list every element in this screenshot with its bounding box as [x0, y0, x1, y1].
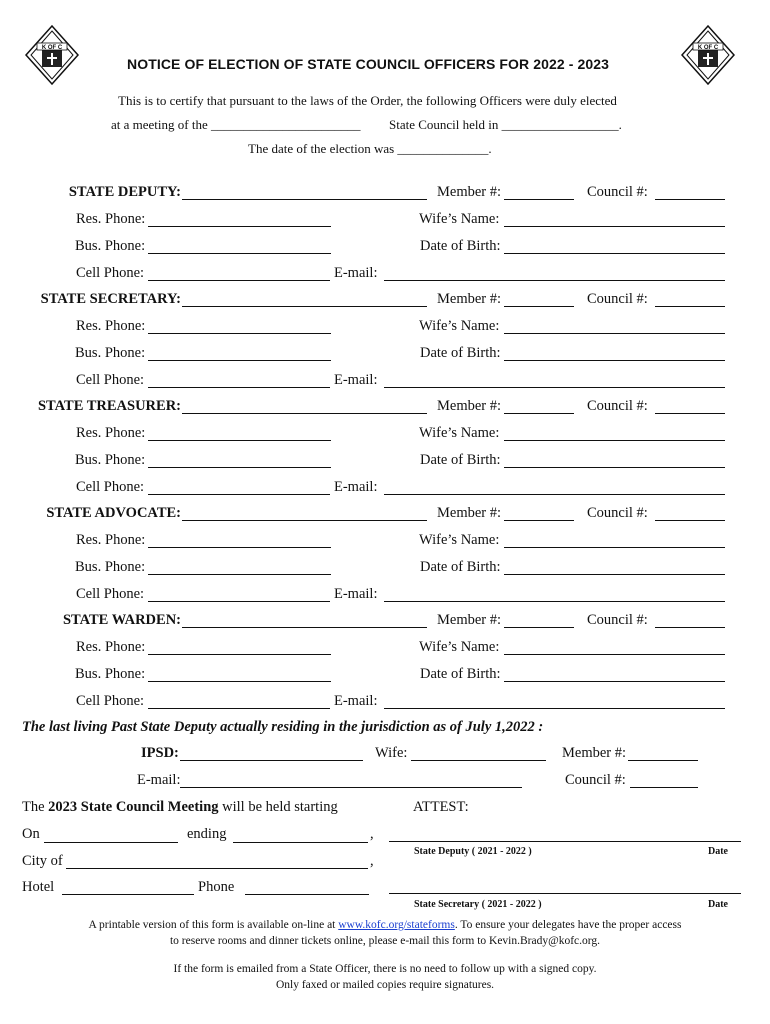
cell-phone-label: Cell Phone: [76, 586, 145, 602]
start-date-field[interactable] [44, 842, 178, 843]
ending-label: ending [187, 826, 227, 842]
date-of-birth-field[interactable] [504, 253, 725, 254]
date-of-birth-label: Date of Birth: [420, 666, 501, 682]
ipsd-field[interactable] [180, 760, 363, 761]
ipsd-label: IPSD: [141, 745, 179, 761]
cell-phone-field[interactable] [148, 494, 330, 495]
wife-name-field[interactable] [504, 440, 725, 441]
wife-name-field[interactable] [504, 333, 725, 334]
footer-line-1: A printable version of this form is available on-line at www.kofc.org/stateforms. To ensure your delegates have the proper access [88, 919, 682, 931]
cell-phone-field[interactable] [148, 387, 330, 388]
city-label: City of [22, 853, 63, 869]
cell-phone-label: Cell Phone: [76, 479, 145, 495]
bus-phone-label: Bus. Phone: [75, 666, 146, 682]
ipsd-council-label: Council #: [565, 772, 626, 788]
council-field[interactable] [655, 199, 725, 200]
member-field[interactable] [504, 627, 574, 628]
council-field[interactable] [655, 413, 725, 414]
council-field[interactable] [655, 627, 725, 628]
council-field[interactable] [655, 306, 725, 307]
date-of-birth-field[interactable] [504, 467, 725, 468]
email-label: E-mail: [334, 693, 378, 709]
hotel-phone-field[interactable] [245, 894, 369, 895]
date-of-birth-label: Date of Birth: [420, 559, 501, 575]
wife-name-label: Wife’s Name: [419, 532, 500, 548]
cell-phone-field[interactable] [148, 280, 330, 281]
bus-phone-label: Bus. Phone: [75, 559, 146, 575]
cell-phone-label: Cell Phone: [76, 372, 145, 388]
member-field[interactable] [504, 306, 574, 307]
date-of-birth-field[interactable] [504, 360, 725, 361]
res-phone-label: Res. Phone: [76, 532, 146, 548]
member-label: Member #: [437, 184, 502, 200]
bus-phone-field[interactable] [148, 253, 331, 254]
ipsd-council-field[interactable] [630, 787, 698, 788]
wife-name-field[interactable] [504, 547, 725, 548]
ipsd-email-field[interactable] [180, 787, 522, 788]
res-phone-label: Res. Phone: [76, 639, 146, 655]
email-field[interactable] [384, 280, 725, 281]
date-of-birth-label: Date of Birth: [420, 345, 501, 361]
member-label: Member #: [437, 291, 502, 307]
wife-name-label: Wife’s Name: [419, 425, 500, 441]
intro-line-2b: State Council held in __________________. [389, 117, 622, 132]
footer-line-3: If the form is emailed from a State Officer, there is no need to follow up with a signed copy. [173, 963, 597, 975]
email-field[interactable] [384, 601, 725, 602]
comma-2: , [370, 853, 374, 869]
hotel-label: Hotel [22, 879, 55, 895]
member-field[interactable] [504, 520, 574, 521]
hotel-field[interactable] [62, 894, 194, 895]
email-label: E-mail: [334, 372, 378, 388]
res-phone-field[interactable] [148, 654, 331, 655]
state-secretary-signature-label: State Secretary ( 2021 - 2022 ) [414, 899, 542, 910]
res-phone-field[interactable] [148, 333, 331, 334]
date-of-birth-label: Date of Birth: [420, 452, 501, 468]
logo-text: K OF C [41, 45, 63, 51]
officer-name-field[interactable] [182, 627, 427, 628]
footer-line-2: to reserve rooms and dinner tickets online, please e-mail this form to Kevin.Brady@kofc.org. [169, 935, 600, 947]
officer-title: STATE WARDEN: [62, 612, 181, 628]
wife-name-label: Wife’s Name: [419, 211, 500, 227]
bus-phone-label: Bus. Phone: [75, 238, 146, 254]
bus-phone-field[interactable] [148, 467, 331, 468]
footer-line-4: Only faxed or mailed copies require signatures. [275, 979, 495, 991]
state-deputy-signature-field[interactable] [389, 841, 741, 842]
bus-phone-label: Bus. Phone: [75, 345, 146, 361]
council-label: Council #: [587, 184, 648, 200]
ipsd-member-field[interactable] [628, 760, 698, 761]
city-field[interactable] [66, 868, 368, 869]
intro-line-3: The date of the election was ______________. [248, 141, 492, 156]
email-label: E-mail: [334, 586, 378, 602]
officer-name-field[interactable] [182, 199, 427, 200]
council-label: Council #: [587, 291, 648, 307]
res-phone-field[interactable] [148, 547, 331, 548]
kofc-emblem-left-icon [25, 25, 79, 85]
officer-name-field[interactable] [182, 413, 427, 414]
meeting-text: The 2023 State Council Meeting will be held starting [22, 799, 338, 815]
cell-phone-field[interactable] [148, 601, 330, 602]
res-phone-label: Res. Phone: [76, 211, 146, 227]
email-label: E-mail: [334, 265, 378, 281]
res-phone-field[interactable] [148, 226, 331, 227]
attest-label: ATTEST: [413, 799, 469, 815]
bus-phone-field[interactable] [148, 574, 331, 575]
bus-phone-field[interactable] [148, 681, 331, 682]
state-deputy-signature-label: State Deputy ( 2021 - 2022 ) [414, 846, 532, 857]
on-label: On [22, 826, 40, 842]
email-field[interactable] [384, 494, 725, 495]
logo-text-right: K OF C [697, 45, 719, 51]
hotel-phone-label: Phone [198, 879, 235, 895]
council-label: Council #: [587, 612, 648, 628]
council-label: Council #: [587, 398, 648, 414]
officer-name-field[interactable] [182, 306, 427, 307]
intro-line-1: This is to certify that pursuant to the laws of the Order, the following Officers were duly elected [118, 93, 617, 108]
secretary-date-label: Date [708, 899, 728, 910]
officer-name-field[interactable] [182, 520, 427, 521]
officer-title: STATE TREASURER: [37, 398, 181, 414]
comma-1: , [370, 826, 374, 842]
bus-phone-field[interactable] [148, 360, 331, 361]
kofc-emblem-right-icon [681, 25, 735, 85]
officer-title: STATE ADVOCATE: [46, 505, 181, 521]
ipsd-member-label: Member #: [562, 745, 627, 761]
ipsd-email-label: E-mail: [137, 772, 181, 788]
wife-name-label: Wife’s Name: [419, 639, 500, 655]
date-of-birth-field[interactable] [504, 574, 725, 575]
res-phone-label: Res. Phone: [76, 318, 146, 334]
wife-name-field[interactable] [504, 654, 725, 655]
cell-phone-label: Cell Phone: [76, 693, 145, 709]
intro-line-2a: at a meeting of the _______________________ [111, 117, 361, 132]
member-label: Member #: [437, 398, 502, 414]
cell-phone-label: Cell Phone: [76, 265, 145, 281]
ipsd-wife-field[interactable] [411, 760, 546, 761]
member-field[interactable] [504, 413, 574, 414]
member-label: Member #: [437, 505, 502, 521]
end-date-field[interactable] [233, 842, 368, 843]
member-label: Member #: [437, 612, 502, 628]
stateforms-link[interactable]: www.kofc.org/stateforms [338, 919, 455, 931]
page-title: NOTICE OF ELECTION OF STATE COUNCIL OFFICERS FOR 2022 - 2023 [127, 56, 610, 72]
ipsd-wife-label: Wife: [375, 745, 408, 761]
wife-name-label: Wife’s Name: [419, 318, 500, 334]
email-field[interactable] [384, 708, 725, 709]
email-field[interactable] [384, 387, 725, 388]
cell-phone-field[interactable] [148, 708, 330, 709]
date-of-birth-label: Date of Birth: [420, 238, 501, 254]
bus-phone-label: Bus. Phone: [75, 452, 146, 468]
deputy-date-label: Date [708, 846, 728, 857]
officer-title: STATE DEPUTY: [68, 184, 181, 200]
state-secretary-signature-field[interactable] [389, 893, 741, 894]
date-of-birth-field[interactable] [504, 681, 725, 682]
council-field[interactable] [655, 520, 725, 521]
res-phone-field[interactable] [148, 440, 331, 441]
officer-title: STATE SECRETARY: [40, 291, 181, 307]
council-label: Council #: [587, 505, 648, 521]
ipsd-heading: The last living Past State Deputy actually residing in the jurisdiction as of July 1,2022 : [22, 719, 544, 735]
member-field[interactable] [504, 199, 574, 200]
email-label: E-mail: [334, 479, 378, 495]
res-phone-label: Res. Phone: [76, 425, 146, 441]
wife-name-field[interactable] [504, 226, 725, 227]
